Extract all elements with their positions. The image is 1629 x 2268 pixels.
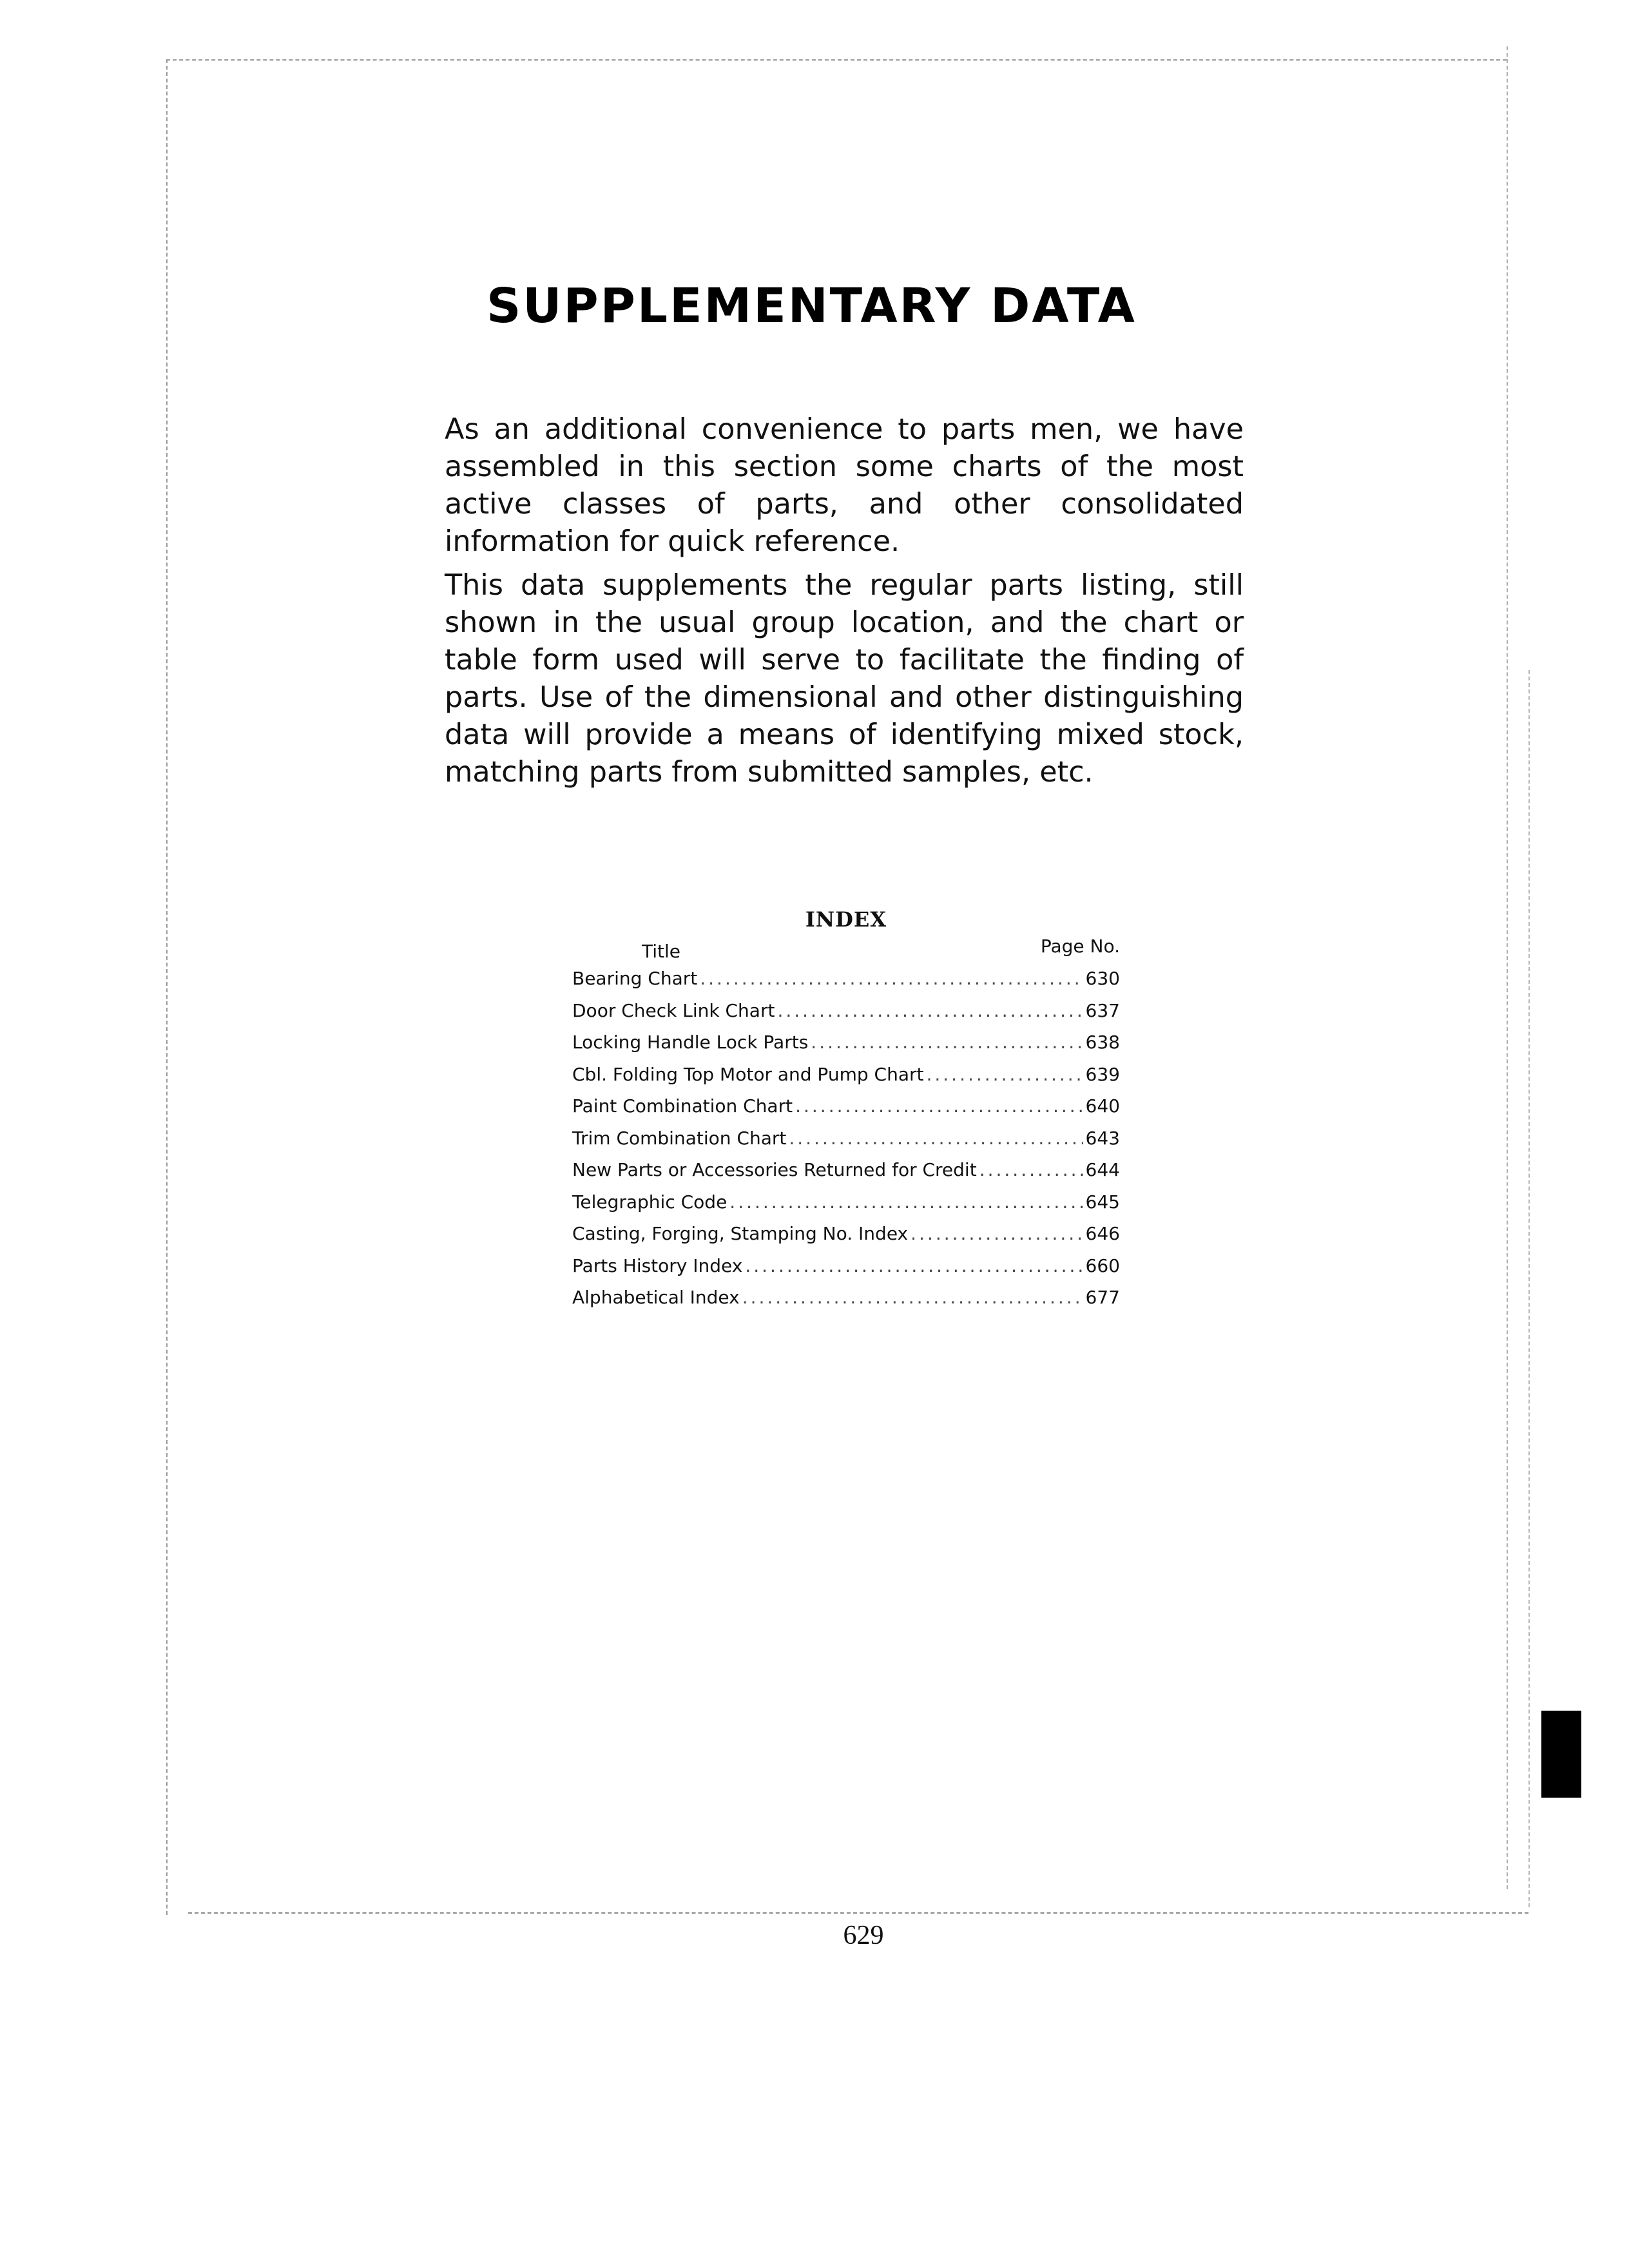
index-entry xyxy=(572,1159,1120,1191)
index-entry-leader-dots xyxy=(700,968,1083,989)
index-heading: INDEX xyxy=(805,907,887,932)
index-col-title: Title xyxy=(642,941,681,962)
index-entry-page: 660 xyxy=(1085,1254,1120,1276)
index-col-page: Page No. xyxy=(1040,936,1120,957)
index-entry-title: Door Check Link Chart xyxy=(572,999,775,1021)
index-entry xyxy=(572,1095,1120,1128)
index-entry-page: 677 xyxy=(1085,1287,1120,1308)
index-entry-page: 630 xyxy=(1085,968,1120,989)
index-entries xyxy=(572,968,1120,1319)
index-entry-title: Cbl. Folding Top Motor and Pump Chart xyxy=(572,1063,924,1085)
index-entry-title: Locking Handle Lock Parts xyxy=(572,1032,809,1053)
index-entry-title: Trim Combination Chart xyxy=(572,1127,787,1149)
section-edge-tab xyxy=(1541,1711,1581,1798)
index-entry-leader-dots xyxy=(811,1032,1083,1053)
index-entry-leader-dots xyxy=(777,1000,1083,1021)
page-frame-right xyxy=(1507,46,1508,1889)
index-entry-page: 638 xyxy=(1085,1032,1120,1053)
index-entry xyxy=(572,1255,1120,1287)
index-entry xyxy=(572,1287,1120,1319)
index-entry xyxy=(572,1064,1120,1096)
page-number: 629 xyxy=(843,1921,884,1950)
index-entry-title: Casting, Forging, Stamping No. Index xyxy=(572,1223,909,1244)
index-entry-page: 644 xyxy=(1085,1159,1120,1180)
page-frame-left xyxy=(166,59,168,1915)
index-entry-title: Alphabetical Index xyxy=(572,1287,740,1308)
index-column-headers xyxy=(572,936,1120,968)
index-entry xyxy=(572,1223,1120,1255)
index-entry-page: 643 xyxy=(1085,1127,1120,1149)
page-frame-right-inner xyxy=(1528,670,1530,1907)
index-entry-leader-dots xyxy=(911,1223,1083,1244)
index-entry-page: 637 xyxy=(1085,999,1120,1021)
page-frame-top xyxy=(166,59,1507,61)
index-entry-page: 640 xyxy=(1085,1095,1120,1117)
intro-paragraph-1: As an additional convenience to parts men, we have assembled in this section some charts of the most active classes of parts, and other consolidated information for quick reference. xyxy=(445,413,1244,558)
page-frame-bottom xyxy=(188,1912,1528,1914)
index-entry-leader-dots xyxy=(926,1064,1083,1085)
page-title: SUPPLEMENTARY DATA xyxy=(487,278,1137,334)
index-entry-leader-dots xyxy=(745,1255,1083,1276)
index-entry xyxy=(572,968,1120,1000)
index-entry-title: New Parts or Accessories Returned for Credit xyxy=(572,1159,977,1180)
index-entry-leader-dots xyxy=(742,1287,1083,1308)
index-entry xyxy=(572,1000,1120,1032)
intro-paragraph-2: This data supplements the regular parts listing, still shown in the usual group location, and the chart or table form used will serve to facilitate the finding of parts. Use of the dimensional and other distinguishing data will provide a means of identifying mixed stock, matching parts from submitted samples, etc. xyxy=(445,569,1244,789)
index-entry xyxy=(572,1032,1120,1064)
index-entry-leader-dots xyxy=(795,1095,1083,1117)
intro-text xyxy=(445,411,1244,798)
index-entry-leader-dots xyxy=(979,1159,1083,1180)
index-entry-page: 646 xyxy=(1085,1223,1120,1244)
index-entry-leader-dots xyxy=(729,1191,1083,1213)
index-entry-title: Telegraphic Code xyxy=(572,1191,728,1213)
index-table xyxy=(572,907,1120,1319)
index-entry-title: Paint Combination Chart xyxy=(572,1095,793,1117)
index-entry-title: Parts History Index xyxy=(572,1254,743,1276)
index-entry xyxy=(572,1128,1120,1160)
index-entry-page: 639 xyxy=(1085,1063,1120,1085)
index-entry-leader-dots xyxy=(789,1128,1083,1149)
index-entry-title: Bearing Chart xyxy=(572,968,698,989)
index-entry-page: 645 xyxy=(1085,1191,1120,1213)
index-entry xyxy=(572,1191,1120,1224)
